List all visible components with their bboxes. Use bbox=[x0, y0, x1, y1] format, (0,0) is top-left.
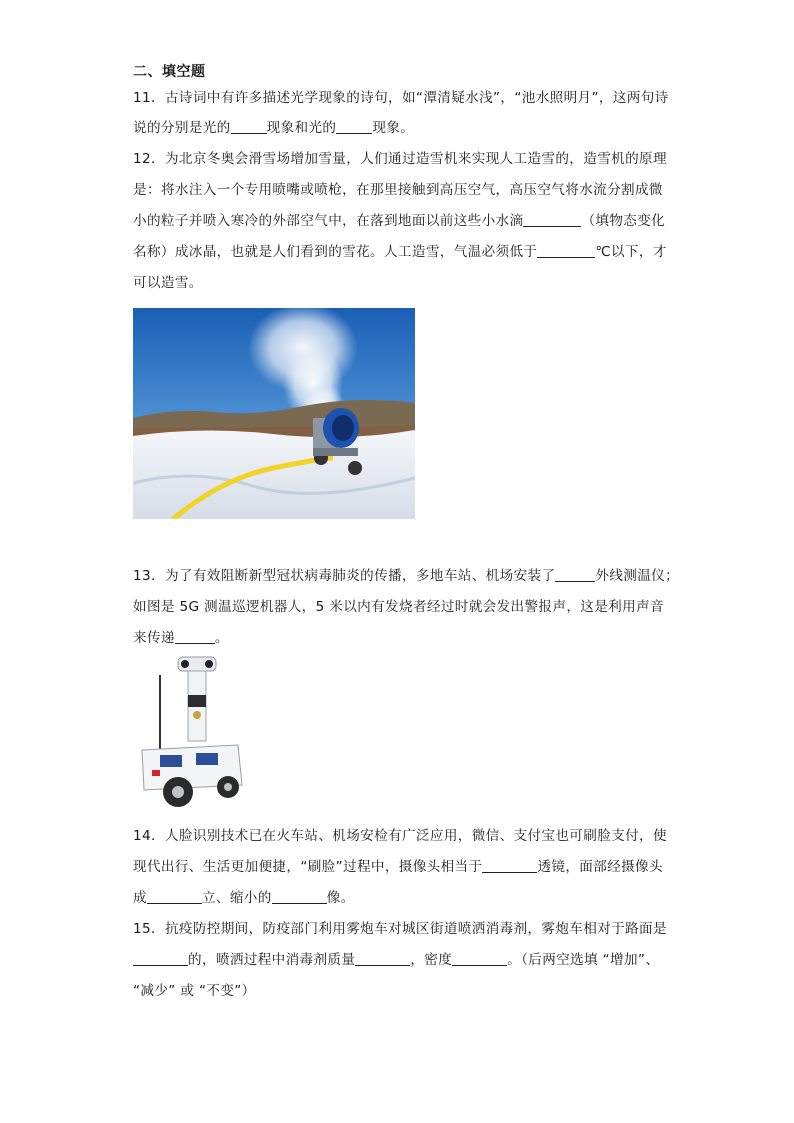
q12-text-3b: （填物态变化 bbox=[581, 213, 666, 229]
q12-line-3 bbox=[133, 211, 665, 231]
robot-photo bbox=[138, 655, 246, 813]
q11-text-a: 说的分别是光的 bbox=[133, 120, 231, 136]
q11-text-b: 现象和光的 bbox=[266, 120, 337, 136]
q13-line-2 bbox=[133, 597, 664, 617]
q12-text-3a: 小的粒子并喷入寒冷的外部空气中，在落到地面以前这些小水滴 bbox=[133, 213, 524, 229]
q15-line-1 bbox=[133, 919, 667, 939]
q14-text-1: 14．人脸识别技术已在火车站、机场安检有广泛应用，微信、支付宝也可刷脸支付，使 bbox=[133, 828, 667, 844]
q15-text-2c: ，密度 bbox=[410, 952, 453, 968]
q11-text: 11．古诗词中有许多描述光学现象的诗句，如“潭清疑水浅”，“池水照明月”，这两句诗 bbox=[133, 90, 669, 106]
q14-text-3b: 立、缩小的 bbox=[201, 890, 272, 906]
q14-text-3a: 成 bbox=[133, 890, 147, 906]
q12-blank-1[interactable] bbox=[523, 212, 581, 227]
q12-line-4 bbox=[133, 242, 667, 262]
q12-line-2 bbox=[133, 180, 663, 200]
q15-blank-1[interactable] bbox=[133, 951, 188, 966]
q12-text-5: 可以造雪。 bbox=[133, 275, 203, 291]
patrol-robot-illustration bbox=[138, 655, 246, 813]
q11-line-1 bbox=[133, 88, 669, 108]
q11-line-2 bbox=[133, 118, 414, 138]
q12-text-1: 12．为北京冬奥会滑雪场增加雪量，人们通过造雪机来实现人工造雪的，造雪机的原理 bbox=[133, 151, 667, 167]
q11-blank-2[interactable] bbox=[336, 119, 372, 134]
snow-machine-photo bbox=[133, 308, 415, 519]
q13-line-1 bbox=[133, 566, 679, 586]
q15-blank-2[interactable] bbox=[355, 951, 410, 966]
q13-text-1b: 外线测温仪； bbox=[595, 568, 680, 584]
q12-text-4a: 名称）成冰晶，也就是人们看到的雪花。人工造雪，气温必须低于 bbox=[133, 244, 538, 260]
q15-line-2 bbox=[133, 950, 659, 970]
q15-text-2d: 。（后两空选填 “增加”、 bbox=[507, 952, 660, 968]
q13-line-3 bbox=[133, 628, 229, 648]
q13-blank-2[interactable] bbox=[175, 629, 215, 644]
q12-blank-2[interactable] bbox=[537, 243, 595, 258]
q15-text-2b: 的，喷洒过程中消毒剂质量 bbox=[188, 952, 356, 968]
q14-blank-2[interactable] bbox=[147, 889, 202, 904]
q13-blank-1[interactable] bbox=[555, 567, 595, 582]
q15-blank-3[interactable] bbox=[452, 951, 507, 966]
q14-text-2a: 现代出行、生活更加便捷，“刷脸”过程中，摄像头相当于 bbox=[133, 859, 483, 875]
q14-text-2b: 透镜，面部经摄像头 bbox=[537, 859, 663, 875]
q15-line-3 bbox=[133, 981, 256, 1001]
q14-line-3 bbox=[133, 888, 355, 908]
q11-text-c: 现象。 bbox=[372, 120, 415, 136]
q12-line-5 bbox=[133, 273, 203, 293]
q15-text-1: 15．抗疫防控期间，防疫部门利用雾炮车对城区街道喷洒消毒剂，雾炮车相对于路面是 bbox=[133, 921, 667, 937]
q15-text-3: “减少” 或 “不变”） bbox=[133, 983, 256, 999]
q14-blank-1[interactable] bbox=[482, 858, 537, 873]
section-title: 二、填空题 bbox=[133, 64, 206, 80]
q12-text-2: 是：将水注入一个专用喷嘴或喷枪，在那里接触到高压空气，高压空气将水流分割成微 bbox=[133, 182, 663, 198]
snow-machine-illustration bbox=[133, 308, 415, 519]
q13-text-3a: 来传递 bbox=[133, 630, 175, 646]
q12-text-4b: ℃以下，才 bbox=[595, 244, 667, 260]
q12-line-1 bbox=[133, 149, 667, 169]
q14-line-1 bbox=[133, 826, 667, 846]
q11-blank-1[interactable] bbox=[231, 119, 267, 134]
q13-text-1a: 13．为了有效阻断新型冠状病毒肺炎的传播，多地车站、机场安装了 bbox=[133, 568, 556, 584]
q14-text-3c: 像。 bbox=[326, 890, 355, 906]
q14-line-2 bbox=[133, 857, 663, 877]
q13-text-2: 如图是 5G 测温巡逻机器人，5 米以内有发烧者经过时就会发出警报声，这是利用声音 bbox=[133, 599, 664, 615]
q14-blank-3[interactable] bbox=[272, 889, 327, 904]
q13-text-3b: 。 bbox=[214, 630, 229, 646]
